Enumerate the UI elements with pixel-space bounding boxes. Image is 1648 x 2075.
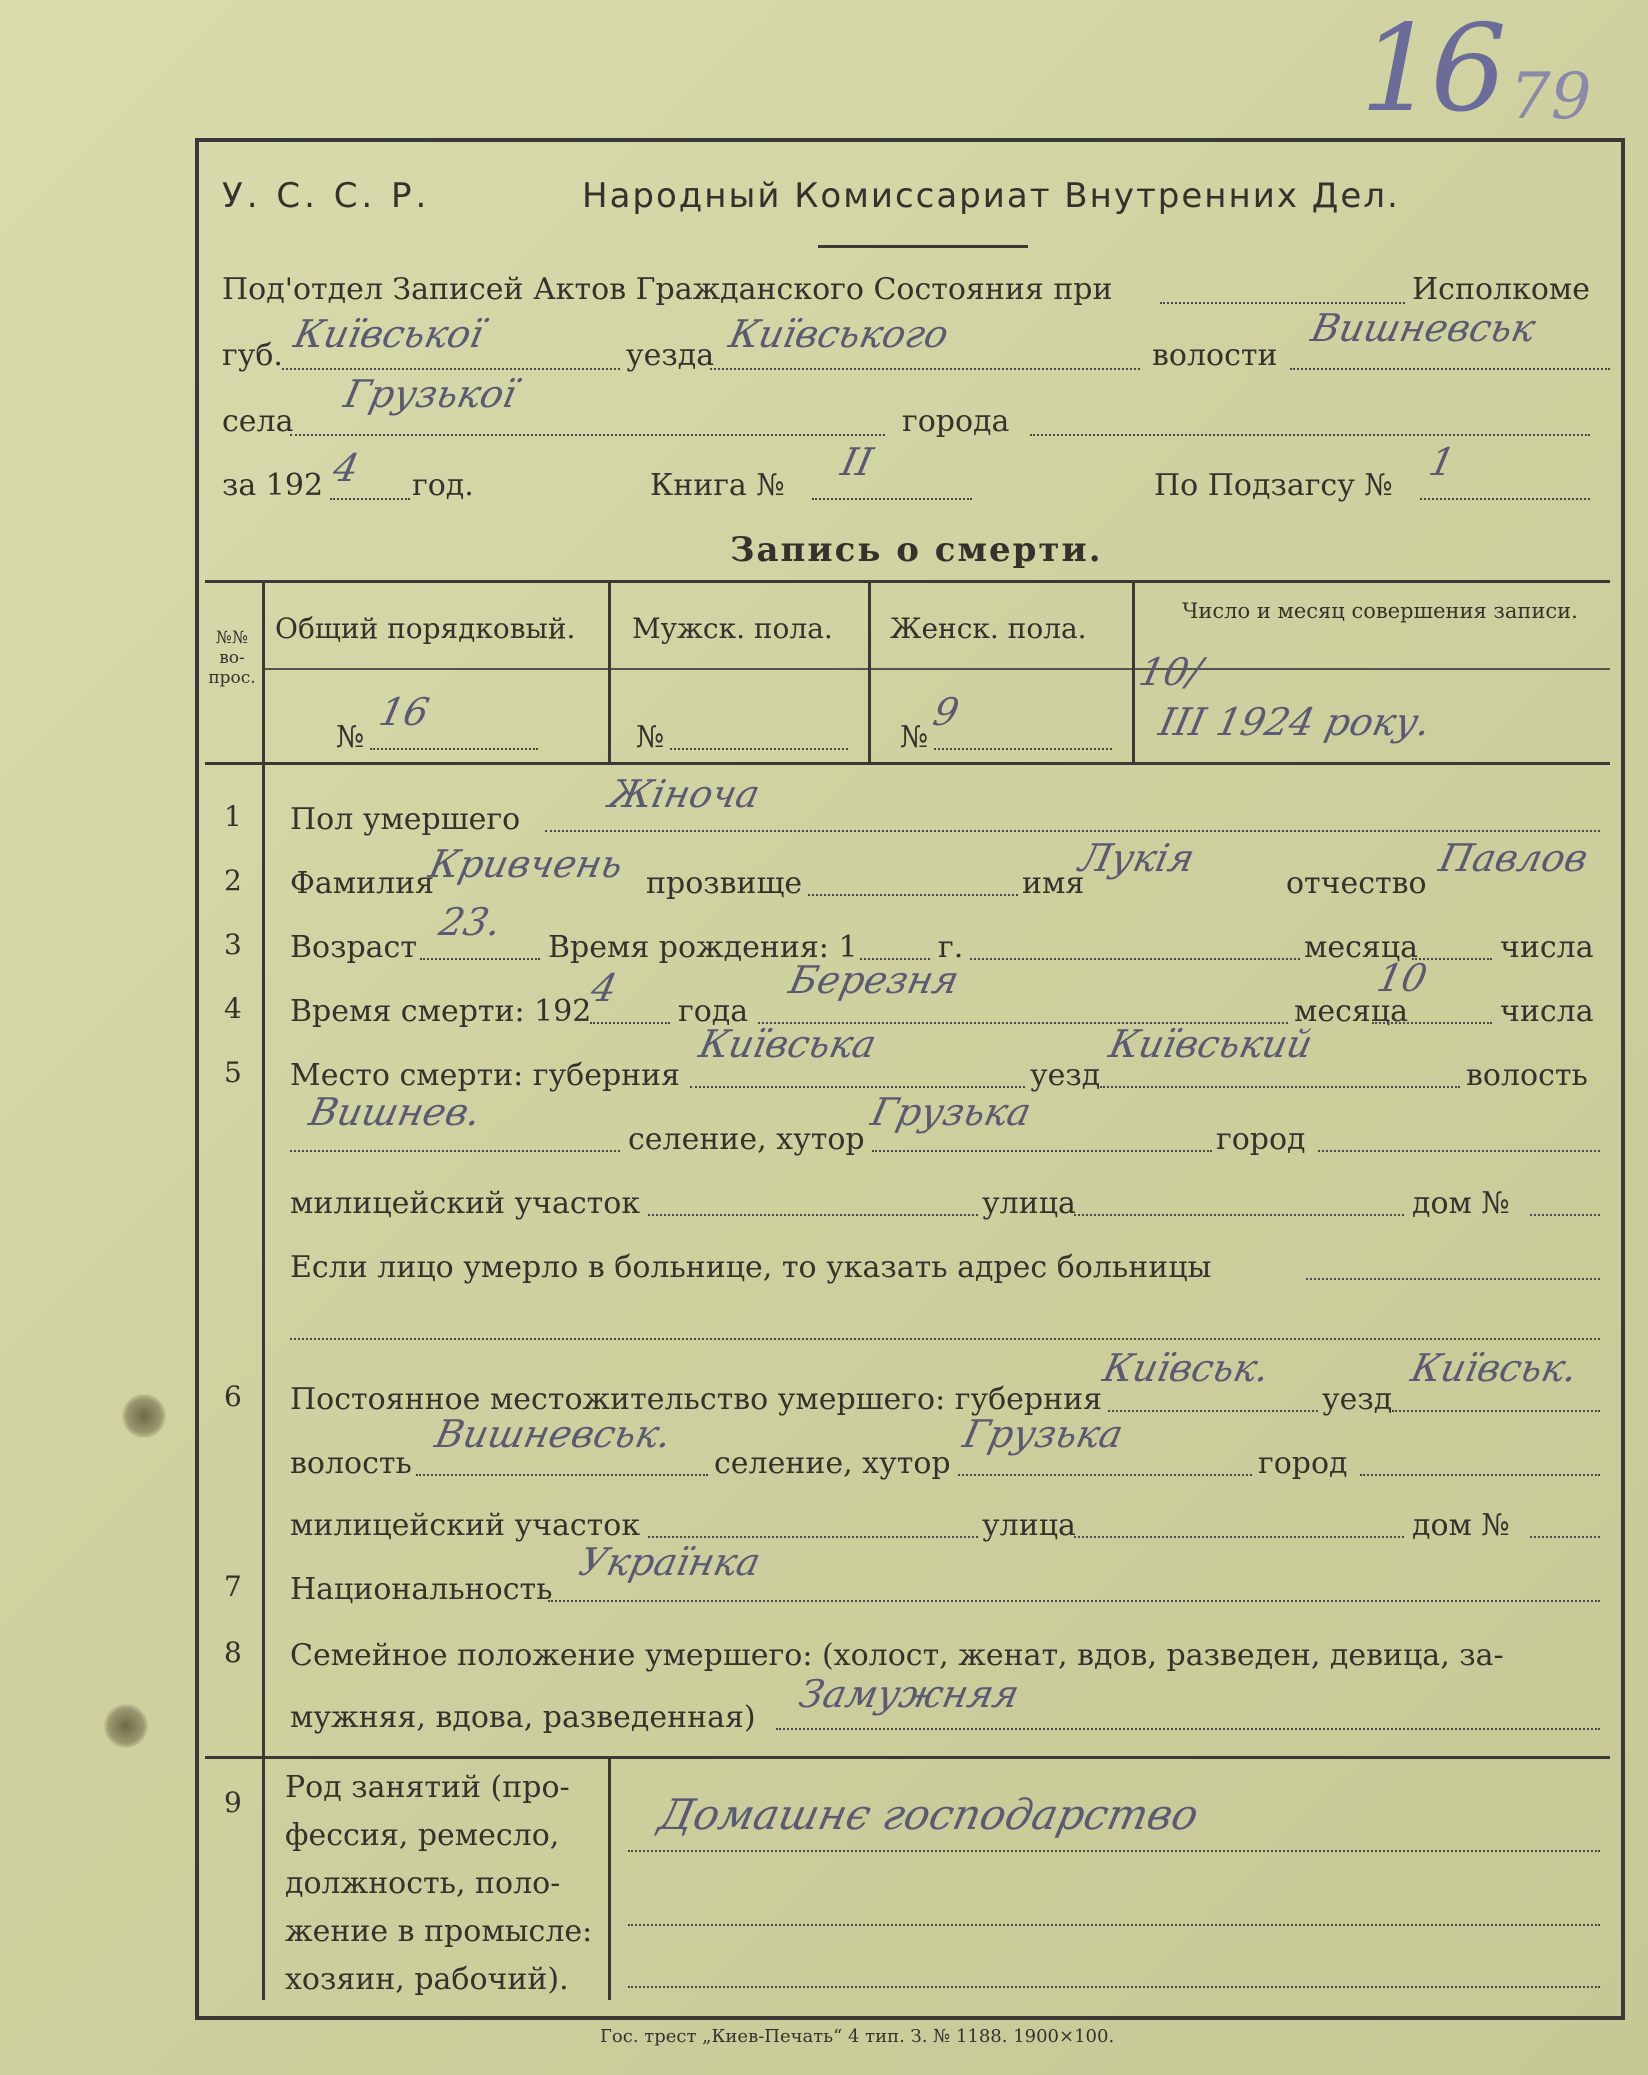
column-rule [608, 580, 611, 762]
question-number: 2 [224, 864, 242, 897]
year-label: за 192 [222, 468, 324, 503]
death-house-label: дом № [1412, 1186, 1510, 1221]
name-label: имя [1022, 866, 1085, 901]
residence-gub-value: Київськ. [1099, 1346, 1274, 1390]
occupation-label-1: Род занятий (про- [285, 1770, 570, 1805]
executive-line [1160, 302, 1405, 304]
birth-month-line [970, 958, 1300, 960]
question-number: 7 [224, 1570, 242, 1603]
table-top-rule [205, 580, 1610, 583]
residence-city-label: город [1258, 1446, 1348, 1481]
gub-value: Київської [290, 312, 488, 356]
birth-month-label: месяца [1304, 930, 1418, 965]
hospital-label: Если лицо умерло в больнице, то указать адрес больницы [290, 1250, 1212, 1285]
birth-year-label: г. [938, 930, 964, 965]
marital-line [776, 1728, 1600, 1730]
executive-label: Исполкоме [1412, 272, 1590, 307]
birth-time-label: Время рождения: 1 [548, 930, 858, 965]
female-num-prefix: № [900, 720, 929, 755]
death-volost-line [290, 1150, 620, 1152]
patronymic-value: Павлов [1435, 836, 1592, 880]
death-house-line [1530, 1214, 1600, 1216]
uezd-label: уезда [626, 338, 715, 373]
marital-label: Семейное положение умершего: (холост, женат, вдов, разведен, девица, за- [290, 1638, 1504, 1673]
question-number: 8 [224, 1636, 242, 1669]
column-rule [1132, 580, 1135, 762]
death-gub-value: Київська [695, 1022, 881, 1066]
selo-label: села [222, 404, 294, 439]
residence-uezd-line [1392, 1410, 1600, 1412]
residence-label: Постоянное местожительство умершего: губерния [290, 1382, 1103, 1417]
age-label: Возраст [290, 930, 417, 965]
death-year-value: 4 [587, 966, 621, 1010]
table-bottom-rule [205, 762, 1610, 765]
book-line [812, 498, 972, 500]
printer-footer: Гос. трест „Киев-Печать“ 4 тип. З. № 1188. 1900×100. [600, 2026, 1115, 2047]
death-year-line [590, 1022, 670, 1024]
residence-volost-label: волость [290, 1446, 412, 1481]
title-underline [818, 245, 1028, 248]
podzag-line [1420, 498, 1590, 500]
country-label: У. С. С. Р. [222, 176, 431, 216]
column-rule [868, 580, 871, 762]
residence-street-line [1074, 1536, 1404, 1538]
nationality-line [548, 1600, 1600, 1602]
surname-value: Кривчень [425, 842, 627, 886]
name-value: Лукія [1075, 836, 1199, 880]
residence-uezd-label: уезд [1322, 1382, 1393, 1417]
death-month-label: месяца [1294, 994, 1408, 1029]
uezd-line [710, 368, 1140, 370]
death-city-line [1318, 1150, 1600, 1152]
volost-value: Вишневськ [1307, 306, 1540, 350]
death-street-line [1074, 1214, 1404, 1216]
archive-number-stamp: 16 [1360, 0, 1501, 139]
hospital-line [1306, 1278, 1600, 1280]
death-month-value: Березня [785, 958, 963, 1002]
record-date-day: 10/ [1135, 650, 1206, 694]
gorod-line [1030, 434, 1590, 436]
female-number-value: 9 [929, 690, 963, 734]
archive-page-number: 79 [1510, 60, 1592, 134]
residence-gub-line [1108, 1410, 1318, 1412]
year-suffix: год. [412, 468, 474, 503]
book-label: Книга № [650, 468, 785, 503]
col-male-header: Мужск. пола. [632, 612, 833, 645]
record-date-rest: III 1924 року. [1155, 700, 1435, 744]
residence-house-label: дом № [1412, 1508, 1510, 1543]
sex-value: Жіноча [605, 772, 764, 816]
gub-label: губ. [222, 338, 283, 373]
residence-volost-line [416, 1474, 708, 1476]
death-police-label: милицейский участок [290, 1186, 641, 1221]
col-female-header: Женск. пола. [890, 612, 1087, 645]
question-number: 6 [224, 1380, 242, 1413]
age-line [420, 958, 540, 960]
question-column-rule [262, 580, 265, 2000]
residence-police-line [648, 1536, 978, 1538]
occupation-line-3 [628, 1986, 1600, 1988]
female-num-line [934, 748, 1112, 750]
page-title: Народный Комиссариат Внутренних Дел. [582, 176, 1400, 216]
podzag-value: 1 [1425, 440, 1459, 484]
birth-day-label: числа [1500, 930, 1594, 965]
death-time-label: Время смерти: 192 [290, 994, 592, 1029]
death-place-label: Место смерти: губерния [290, 1058, 681, 1093]
nationality-label: Национальность [290, 1572, 553, 1607]
male-num-prefix: № [636, 720, 665, 755]
question-number-header: №№ во-прос. [208, 628, 256, 688]
residence-police-label: милицейский участок [290, 1508, 641, 1543]
residence-city-line [1360, 1474, 1600, 1476]
death-year-label: года [678, 994, 749, 1029]
death-village-line [872, 1150, 1212, 1152]
age-value: 23. [435, 900, 506, 944]
gub-line [282, 368, 620, 370]
death-uezd-label: уезд [1030, 1058, 1101, 1093]
question-number: 4 [224, 992, 242, 1025]
section-rule [205, 1756, 1610, 1759]
death-gub-line [690, 1086, 1025, 1088]
surname-label: Фамилия [290, 866, 435, 901]
occupation-label-4: жение в промысле: [285, 1914, 593, 1949]
record-title: Запись о смерти. [730, 530, 1103, 570]
death-day-value: 10 [1373, 956, 1432, 1000]
question-number: 5 [224, 1056, 242, 1089]
death-uezd-value: Київський [1105, 1022, 1317, 1066]
marital-label-2: мужняя, вдова, разведенная) [290, 1700, 756, 1735]
punch-hole [104, 1704, 148, 1748]
table-header-rule [265, 668, 1610, 670]
residence-village-value: Грузька [959, 1412, 1127, 1456]
occupation-label-5: хозяин, рабочий). [285, 1962, 569, 1997]
occupation-line [628, 1850, 1600, 1852]
book-value: II [837, 440, 877, 484]
death-police-line [648, 1214, 978, 1216]
punch-hole [122, 1394, 166, 1438]
nickname-line [808, 894, 1018, 896]
volost-label: волости [1152, 338, 1278, 373]
death-village-value: Грузька [867, 1090, 1035, 1134]
death-city-label: город [1216, 1122, 1306, 1157]
volost-line [1290, 368, 1610, 370]
uezd-value: Київського [725, 312, 953, 356]
death-day-line [1372, 1022, 1492, 1024]
occupation-line-2 [628, 1924, 1600, 1926]
question-number: 1 [224, 800, 242, 833]
residence-village-label: селение, хутор [714, 1446, 951, 1481]
year-line [330, 498, 410, 500]
male-num-line [670, 748, 848, 750]
occupation-label-2: фессия, ремесло, [285, 1818, 560, 1853]
nickname-label: прозвище [646, 866, 803, 901]
death-village-label: селение, хутор [628, 1122, 865, 1157]
subdept-label: Под'отдел Записей Актов Гражданского Состояния при [222, 272, 1113, 307]
col-date-header: Число и месяц совершения записи. [1182, 599, 1578, 623]
marital-value: Замужняя [795, 1672, 1024, 1716]
residence-volost-value: Вишневськ. [431, 1412, 676, 1456]
general-num-prefix: № [336, 720, 365, 755]
occupation-column-rule [608, 1756, 611, 2000]
general-num-line [370, 748, 538, 750]
death-volost-label: волость [1466, 1058, 1588, 1093]
selo-value: Грузької [340, 372, 521, 416]
col-general-header: Общий порядковый. [275, 612, 576, 645]
patronymic-label: отчество [1286, 866, 1427, 901]
question-number: 3 [224, 928, 242, 961]
hospital-line-2 [290, 1338, 1600, 1340]
death-street-label: улица [982, 1186, 1076, 1221]
general-number-value: 16 [375, 690, 434, 734]
gorod-label: города [902, 404, 1010, 439]
residence-village-line [958, 1474, 1252, 1476]
residence-uezd-value: Київськ. [1407, 1346, 1582, 1390]
death-volost-value: Вишнев. [305, 1090, 485, 1134]
nationality-value: Українка [575, 1540, 765, 1584]
death-day-label: числа [1500, 994, 1594, 1029]
sex-label: Пол умершего [290, 802, 521, 837]
podzag-label: По Подзагсу № [1154, 468, 1393, 503]
question-number: 9 [224, 1786, 242, 1819]
residence-street-label: улица [982, 1508, 1076, 1543]
occupation-label-3: должность, поло- [285, 1866, 561, 1901]
death-uezd-line [1100, 1086, 1460, 1088]
selo-line [290, 434, 885, 436]
year-value: 4 [329, 446, 363, 490]
occupation-value: Домашнє господарство [654, 1790, 1203, 1839]
sex-line [545, 830, 1600, 832]
residence-house-line [1530, 1536, 1600, 1538]
